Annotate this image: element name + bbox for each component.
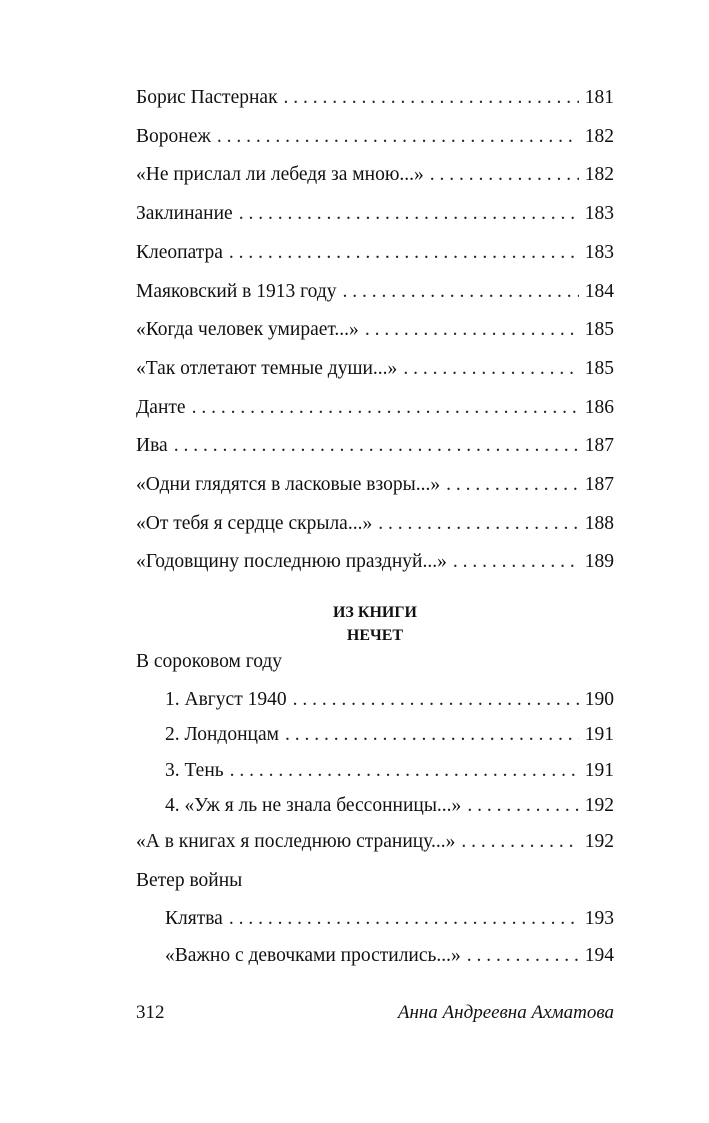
entry-title: Клятва: [165, 908, 223, 929]
dot-leader: [378, 512, 579, 536]
entry-page: 192: [584, 831, 614, 852]
entry-title: 1. Август 1940: [165, 689, 287, 710]
entry-page: 187: [584, 435, 614, 456]
entry-page: 191: [584, 760, 614, 781]
entry-title: 2. Лондонцам: [165, 724, 279, 745]
dot-leader: [217, 125, 579, 149]
toc-subentry[interactable]: [165, 944, 614, 968]
entry-title: «Когда человек умирает...»: [136, 319, 359, 340]
toc-entry[interactable]: [136, 86, 614, 110]
entry-title: 3. Тень: [165, 760, 224, 781]
entry-page: 182: [584, 126, 614, 147]
entry-title: Заклинание: [136, 203, 233, 224]
toc-entry[interactable]: [136, 473, 614, 497]
entry-page: 184: [584, 281, 614, 302]
toc-entry[interactable]: [136, 434, 614, 458]
dot-leader: [430, 163, 579, 187]
entry-title: Клеопатра: [136, 242, 223, 263]
entry-page: 182: [584, 164, 614, 185]
dot-leader: [467, 794, 578, 818]
toc-subentry[interactable]: [165, 759, 614, 783]
entry-title: «Годовщину последнюю празднуй...»: [136, 551, 447, 572]
page-footer: [136, 1001, 614, 1025]
entry-title: Ива: [136, 435, 168, 456]
dot-leader: [230, 759, 579, 783]
entry-title: Маяковский в 1913 году: [136, 281, 337, 302]
entry-page: 185: [584, 319, 614, 340]
entry-page: 183: [584, 203, 614, 224]
dot-leader: [446, 473, 579, 497]
entry-title: «Важно с девочками простились...»: [165, 945, 461, 966]
dot-leader: [365, 318, 579, 342]
entry-page: 183: [584, 242, 614, 263]
section-heading-line2: НЕЧЕТ: [346, 627, 404, 644]
entry-title: Данте: [136, 397, 186, 418]
toc-subentry[interactable]: [165, 723, 614, 747]
toc-entry[interactable]: [136, 550, 614, 574]
entry-title: 4. «Уж я ль не знала бессонницы...»: [165, 795, 462, 816]
entry-page: 191: [584, 724, 614, 745]
toc-entry[interactable]: [136, 830, 614, 854]
toc-entry[interactable]: [136, 396, 614, 420]
toc-entry[interactable]: [136, 241, 614, 265]
dot-leader: [285, 723, 579, 747]
toc-entry[interactable]: [136, 163, 614, 187]
toc-entry[interactable]: [136, 125, 614, 149]
entry-page: 181: [584, 87, 614, 108]
dot-leader: [239, 202, 579, 226]
group-title: Ветер войны: [136, 870, 243, 891]
dot-leader: [343, 280, 579, 304]
entry-page: 192: [584, 795, 614, 816]
entry-page: 185: [584, 358, 614, 379]
toc-subentry[interactable]: [165, 794, 614, 818]
entry-page: 193: [584, 908, 614, 929]
dot-leader: [293, 688, 579, 712]
group-title: В сороковом году: [136, 651, 283, 672]
entry-title: «А в книгах я последнюю страницу...»: [136, 831, 456, 852]
entry-title: Борис Пастернак: [136, 87, 278, 108]
entry-title: «Не прислал ли лебедя за мною...»: [136, 164, 424, 185]
dot-leader: [403, 357, 578, 381]
toc-entry[interactable]: [136, 202, 614, 226]
entry-page: 186: [584, 397, 614, 418]
entry-page: 188: [584, 513, 614, 534]
entry-title: «Одни глядятся в ласковые взоры...»: [136, 474, 441, 495]
entry-page: 194: [584, 945, 614, 966]
entry-title: «От тебя я сердце скрыла...»: [136, 513, 373, 534]
entry-page: 189: [584, 551, 614, 572]
running-footer-author: Анна Андреевна Ахматова: [397, 1002, 614, 1023]
dot-leader: [467, 944, 579, 968]
entry-title: «Так отлетают темные души...»: [136, 358, 398, 379]
dot-leader: [229, 907, 579, 931]
toc-subentry[interactable]: [165, 688, 614, 712]
dot-leader: [461, 830, 578, 854]
toc-entry[interactable]: [136, 318, 614, 342]
entry-page: 187: [584, 474, 614, 495]
dot-leader: [174, 434, 579, 458]
dot-leader: [284, 86, 579, 110]
dot-leader: [453, 550, 579, 574]
section-heading-line1: ИЗ КНИГИ: [332, 604, 417, 621]
dot-leader: [229, 241, 579, 265]
toc-subentry[interactable]: [165, 907, 614, 931]
toc-entry[interactable]: [136, 357, 614, 381]
dot-leader: [192, 396, 579, 420]
toc-entry[interactable]: [136, 280, 614, 304]
page-number: 312: [136, 1002, 165, 1023]
entry-title: Воронеж: [136, 126, 211, 147]
toc-entry[interactable]: [136, 512, 614, 536]
entry-page: 190: [584, 689, 614, 710]
